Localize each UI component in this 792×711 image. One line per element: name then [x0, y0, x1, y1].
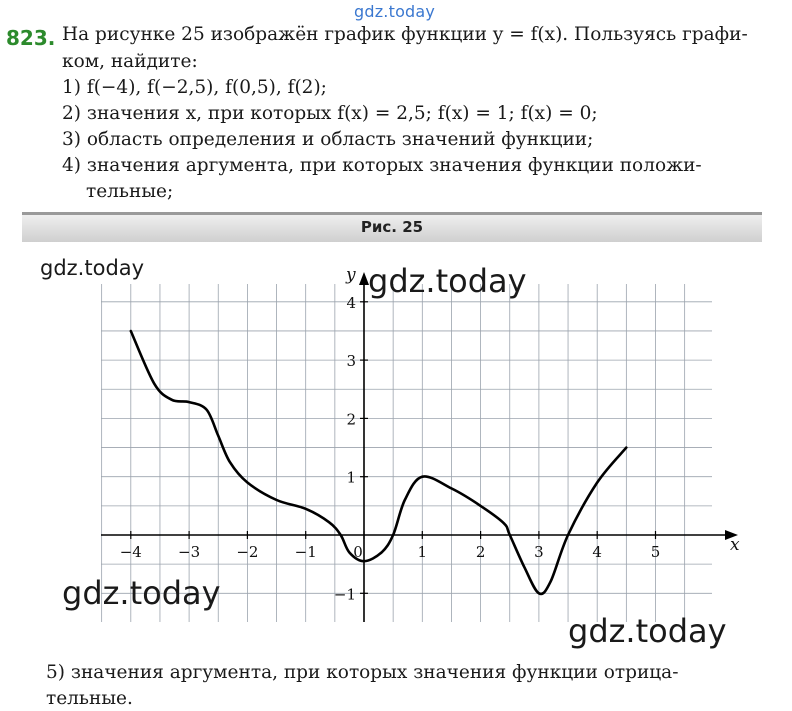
watermark-1: gdz.today: [40, 256, 145, 280]
x-tick-label: 4: [592, 543, 602, 561]
x-tick-label: −4: [119, 543, 142, 561]
question-5: 5) значения аргумента, при которых значения функции отрица-: [46, 662, 679, 683]
problem-text-line-2: ком, найдите:: [62, 51, 198, 72]
watermark-4: gdz.today: [568, 612, 727, 650]
question-4: 4) значения аргумента, при которых значения функции положи-: [62, 155, 702, 176]
x-tick-label: 3: [534, 543, 544, 561]
x-tick-label: −3: [178, 543, 201, 561]
x-tick-label: 2: [475, 543, 486, 561]
y-tick-label: 2: [346, 410, 356, 429]
problem-number: 823.: [6, 26, 56, 50]
x-tick-label: 5: [650, 543, 661, 561]
figure-caption: Рис. 25: [360, 218, 424, 236]
problem-text-line-1: На рисунке 25 изображён график функции y = f(x). Пользуясь графи-: [62, 24, 748, 45]
function-curve: [131, 331, 627, 594]
y-axis-label: y: [346, 265, 356, 285]
y-tick-label: 3: [346, 352, 356, 371]
y-tick-label: 1: [346, 468, 356, 487]
x-tick-label: −2: [236, 543, 259, 561]
question-1: 1) f(−4), f(−2,5), f(0,5), f(2);: [62, 77, 327, 98]
question-5-cont: тельные.: [46, 688, 133, 709]
figure-header: [22, 212, 762, 242]
x-axis-label: x: [730, 535, 740, 555]
watermark-3: gdz.today: [62, 574, 221, 612]
question-3: 3) область определения и область значений функции;: [62, 129, 594, 150]
watermark-top: gdz.today: [354, 2, 436, 21]
question-2: 2) значения x, при которых f(x) = 2,5; f(x) = 1; f(x) = 0;: [62, 103, 598, 124]
question-4-cont: тельные;: [86, 181, 174, 202]
x-tick-label: 0: [353, 543, 363, 561]
y-tick-label: −1: [333, 585, 356, 604]
x-tick-label: 1: [417, 543, 428, 561]
figure-area: [22, 242, 762, 650]
y-tick-label: 4: [346, 293, 356, 312]
x-tick-label: −1: [294, 543, 317, 561]
watermark-2: gdz.today: [368, 262, 527, 300]
